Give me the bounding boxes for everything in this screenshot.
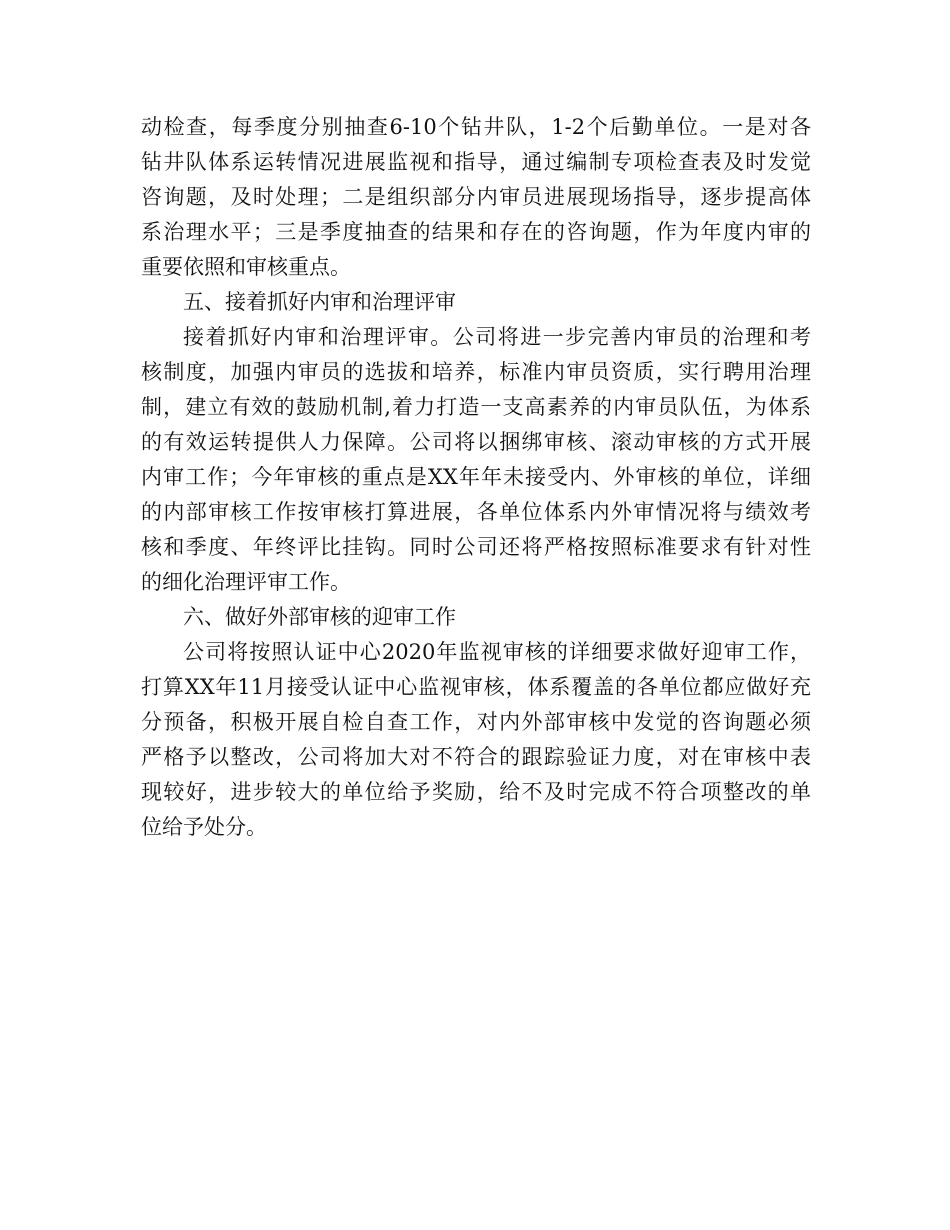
body-line: 的内部审核工作按审核打算进展，各单位体系内外审情况将与绩效考 [141, 500, 811, 524]
body-line: 现较好，进步较大的单位给予奖励，给不及时完成不符合项整改的单 [141, 780, 811, 804]
body-line: 位给予处分。 [141, 815, 267, 839]
body-line: 核制度，加强内审员的选拔和培养，标准内审员资质，实行聘用治理 [141, 360, 811, 384]
body-line: 系治理水平；三是季度抽查的结果和存在的咨询题，作为年度内审的 [141, 220, 811, 244]
body-line: 内审工作；今年审核的重点是XX年年未接受内、外审核的单位，详细 [141, 465, 811, 489]
body-line: 核和季度、年终评比挂钩。同时公司还将严格按照标准要求有针对性 [141, 535, 811, 559]
section-heading-5: 五、接着抓好内审和治理评审 [183, 290, 456, 314]
document-body [141, 110, 811, 845]
body-line: 接着抓好内审和治理评审。公司将进一步完善内审员的治理和考 [183, 325, 811, 349]
body-line: 钻井队体系运转情况进展监视和指导，通过编制专项检查表及时发觉 [141, 150, 811, 174]
body-line: 咨询题，及时处理；二是组织部分内审员进展现场指导，逐步提高体 [141, 185, 811, 209]
body-line: 分预备，积极开展自检自查工作，对内外部审核中发觉的咨询题必须 [141, 710, 811, 734]
body-line: 制，建立有效的鼓励机制,着力打造一支高素养的内审员队伍，为体系 [141, 395, 811, 419]
body-line: 动检查，每季度分别抽查6-10个钻井队，1-2个后勤单位。一是对各 [141, 115, 811, 139]
body-line: 打算XX年11月接受认证中心监视审核，体系覆盖的各单位都应做好充 [141, 675, 811, 699]
body-line: 的细化治理评审工作。 [141, 570, 351, 594]
body-line: 严格予以整改，公司将加大对不符合的跟踪验证力度，对在审核中表 [141, 745, 811, 769]
body-line: 公司将按照认证中心2020年监视审核的详细要求做好迎审工作， [183, 640, 811, 664]
body-line: 的有效运转提供人力保障。公司将以捆绑审核、滚动审核的方式开展 [141, 430, 811, 454]
body-line: 重要依照和审核重点。 [141, 255, 351, 279]
section-heading-6: 六、做好外部审核的迎审工作 [183, 605, 456, 629]
